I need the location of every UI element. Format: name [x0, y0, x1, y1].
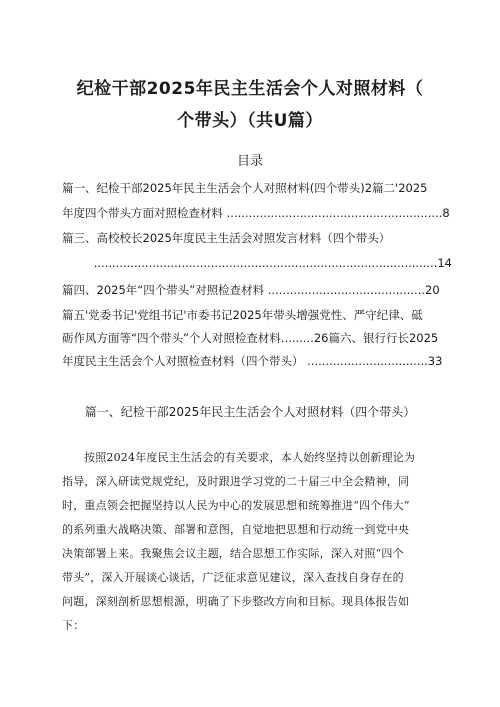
paragraph-line: 时，重点领会把握坚持以人民为中心的发展思想和统筹推进“四个伟大”	[62, 499, 410, 512]
paragraph-line: 按照2024年度民主生活会的有关要求，本人始终坚持以创新理论为	[84, 451, 416, 464]
paragraph-line: 带头”，深入开展谈心谈话，广泛征求意见建议，深入查找自身存在的	[62, 571, 404, 584]
paragraph-line: 指导，深入研读党规党纪，及时跟进学习党的二十届三中全会精神，同	[62, 475, 410, 488]
section-title: 篇一、纪检干部2025年民主生活会个人对照材料（四个带头）	[84, 405, 416, 419]
document-title-line-1: 纪检干部2025年民主生活会个人对照材料（	[76, 79, 424, 99]
toc-line[interactable]: 年度四个带头方面对照检查材料 ...........................................................8	[62, 206, 450, 220]
toc-line[interactable]: 篇三、高校校长2025年度民主生活会对照发言材料（四个带头）	[62, 231, 391, 245]
document-title-line-2: 个带头）（共U篇）	[177, 111, 323, 131]
toc-line[interactable]: 篇四、2025年“四个带头”对照检查材料 ...........................................20	[62, 283, 440, 297]
toc-line[interactable]: 篇一、纪检干部2025年民主生活会个人对照材料(四个带头)2篇二'2025	[62, 181, 428, 195]
toc-heading: 目录	[236, 154, 263, 169]
toc-line[interactable]: 年度民主生活会个人对照检查材料（四个带头） .................................33	[62, 354, 443, 368]
toc-line[interactable]: ..............................................................................................14	[93, 256, 452, 270]
paragraph-line: 问题，深刻剖析思想根源，明确了下步整改方向和目标。现具体报告如	[62, 595, 410, 608]
paragraph-line: 下：	[62, 619, 85, 632]
toc-line[interactable]: 篇五'党委书记'党组书记'市委书记2025年带头增强党性、严守纪律、砥	[62, 308, 423, 322]
toc-line[interactable]: 砺作风方面等“四个带头”个人对照检查材料.........26篇六、银行行长2025	[62, 331, 439, 345]
paragraph-line: 决策部署上来。我聚焦会议主题，结合思想工作实际，深入对照“四个	[62, 547, 404, 560]
paragraph-line: 的系列重大战略决策、部署和意图，自觉地把思想和行动统一到党中央	[62, 523, 410, 536]
